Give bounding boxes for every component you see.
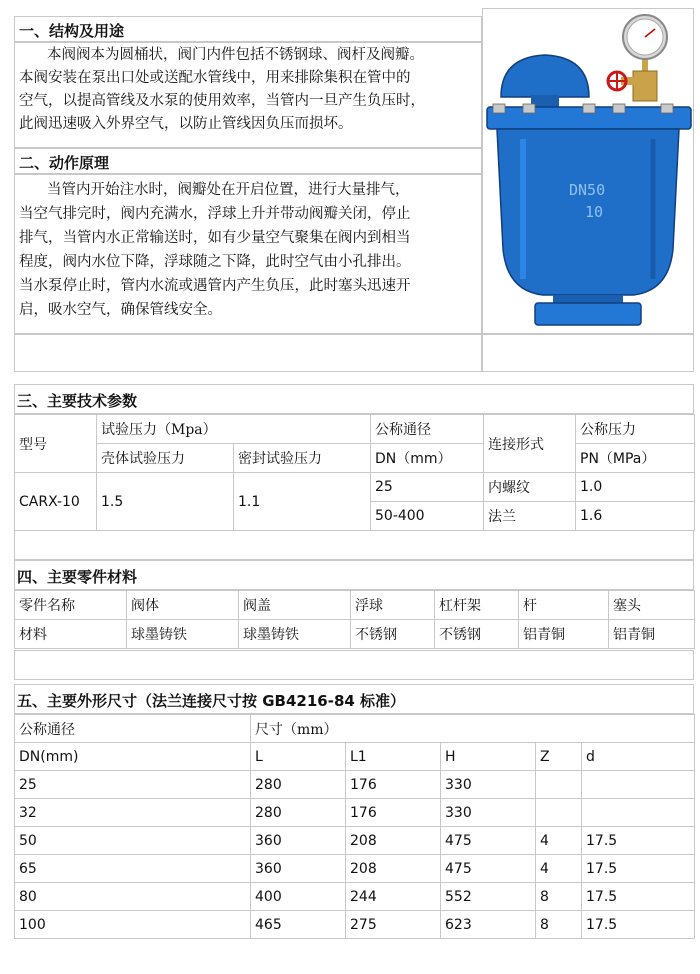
tech-params-table (14, 414, 695, 531)
pn-value: 1.0 (576, 473, 695, 502)
shell-value: 1.5 (97, 473, 234, 531)
h-dn-1: 公称通径 (371, 415, 484, 444)
cell (582, 799, 695, 827)
table-row (15, 883, 695, 911)
cell: 25 (15, 771, 251, 799)
sec3-title: 三、主要技术参数 (17, 392, 138, 410)
conn-value: 内螺纹 (484, 473, 576, 502)
col-header: Z (536, 743, 582, 771)
body-marking-2: 10 (585, 203, 604, 221)
sec2-title: 二、动作原理 (19, 154, 110, 172)
h-dn-2: DN(mm) (15, 743, 251, 771)
air-valve-photo (483, 9, 693, 333)
cell: 280 (251, 799, 346, 827)
spacer-row-1b (482, 334, 694, 372)
part-header: 零件名称 (15, 591, 127, 620)
table-row (15, 799, 695, 827)
cell: 360 (251, 827, 346, 855)
sec1-line-3: 空气，以提高管线及水泵的使用效率，当管内一旦产生负压时， (19, 93, 425, 109)
cell: 100 (15, 911, 251, 939)
col-header: L (251, 743, 346, 771)
sec1-line-2: 本阀安装在泵出口处或送配水管线中，用来排除集积在管中的 (19, 70, 411, 86)
dimensions-table (14, 714, 695, 939)
sec2-line-5: 当水泵停止时，管内水流或遇管内产生负压，此时塞头迅速开 (19, 278, 411, 294)
material-cell: 不锈钢 (435, 620, 519, 649)
cell: 80 (15, 883, 251, 911)
sec2-line-2: 当空气排完时，阀内充满水，浮球上升并带动阀瓣关闭，停止 (19, 206, 411, 222)
h-dn-1: 公称通径 (15, 715, 251, 743)
cell (582, 771, 695, 799)
cell: 65 (15, 855, 251, 883)
cell: 8 (536, 911, 582, 939)
material-cell: 铝青铜 (609, 620, 695, 649)
material-cell: 材料 (15, 620, 127, 649)
cell: 330 (441, 771, 536, 799)
cell: 475 (441, 855, 536, 883)
model-value: CARX-10 (15, 473, 97, 531)
spacer-row-2 (14, 530, 694, 560)
col-header: H (441, 743, 536, 771)
cell: 17.5 (582, 827, 695, 855)
h-test-pressure: 试验压力（Mpa） (97, 415, 371, 444)
cell: 400 (251, 883, 346, 911)
part-header: 阀体 (127, 591, 239, 620)
cell (536, 799, 582, 827)
cell: 280 (251, 771, 346, 799)
h-model: 型号 (15, 415, 97, 473)
sec3-title-cell (14, 384, 694, 414)
cell: 330 (441, 799, 536, 827)
part-header: 浮球 (351, 591, 435, 620)
table-row (15, 827, 695, 855)
cell: 475 (441, 827, 536, 855)
sec1-line-4: 此阀迅速吸入外界空气，以防止管线因负压而损坏。 (19, 116, 353, 132)
cell: 360 (251, 855, 346, 883)
materials-table (14, 590, 695, 649)
spacer-row-1 (14, 334, 482, 372)
sec4-title-cell (14, 560, 694, 590)
cell: 50 (15, 827, 251, 855)
product-image-cell (482, 8, 694, 334)
sec2-body (14, 174, 482, 334)
sec5-title: 五、主要外形尺寸（法兰连接尺寸按 GB4216-84 标准） (17, 692, 406, 710)
material-cell: 球墨铸铁 (239, 620, 351, 649)
cell: 4 (536, 855, 582, 883)
material-cell: 铝青铜 (519, 620, 609, 649)
spacer-row-3 (14, 650, 694, 680)
sec1-body (14, 42, 482, 148)
h-dn-2: DN（mm） (371, 444, 484, 473)
table-row (15, 855, 695, 883)
cell: 208 (346, 855, 441, 883)
sec2-line-1: 当管内开始注水时，阀瓣处在开启位置，进行大量排气， (47, 182, 410, 198)
part-header: 塞头 (609, 591, 695, 620)
sec2-title-cell (14, 148, 482, 174)
cell: 244 (346, 883, 441, 911)
table-row (15, 771, 695, 799)
sec1-title: 一、结构及用途 (19, 22, 125, 40)
material-cell: 球墨铸铁 (127, 620, 239, 649)
sec2-line-4: 程度，阀内水位下降，浮球随之下降，此时空气由小孔排出。 (19, 254, 411, 270)
h-connection: 连接形式 (484, 415, 576, 473)
material-cell: 不锈钢 (351, 620, 435, 649)
cell: 552 (441, 883, 536, 911)
h-shell-test: 壳体试验压力 (97, 444, 234, 473)
part-header: 杠杆架 (435, 591, 519, 620)
cell: 4 (536, 827, 582, 855)
cell: 32 (15, 799, 251, 827)
sec5-title-cell (14, 684, 694, 714)
cell: 176 (346, 799, 441, 827)
cell: 17.5 (582, 855, 695, 883)
sec4-title: 四、主要零件材料 (17, 568, 138, 586)
cell: 17.5 (582, 911, 695, 939)
cell: 8 (536, 883, 582, 911)
cell: 176 (346, 771, 441, 799)
sec1-title-cell (14, 16, 482, 42)
h-pn-2: PN（MPa） (576, 444, 695, 473)
h-seal-test: 密封试验压力 (234, 444, 371, 473)
col-header: d (582, 743, 695, 771)
table-row (15, 911, 695, 939)
col-header: L1 (346, 743, 441, 771)
conn-value: 法兰 (484, 502, 576, 531)
sec2-line-3: 排气，当管内水正常输送时，如有少量空气聚集在阀内到相当 (19, 230, 411, 246)
part-header: 阀盖 (239, 591, 351, 620)
cell: 623 (441, 911, 536, 939)
body-marking-1: DN50 (569, 181, 606, 199)
sec1-line-1: 本阀阀本为圆桶状，阀门内件包括不锈钢球、阀杆及阀瓣。 (47, 47, 424, 63)
cell: 465 (251, 911, 346, 939)
seal-value: 1.1 (234, 473, 371, 531)
part-header: 杆 (519, 591, 609, 620)
dn-value: 50-400 (371, 502, 484, 531)
cell: 208 (346, 827, 441, 855)
h-pn-1: 公称压力 (576, 415, 695, 444)
cell: 17.5 (582, 883, 695, 911)
sec2-line-6: 启，吸水空气，确保管线安全。 (19, 302, 222, 318)
h-size: 尺寸（mm） (251, 715, 695, 743)
cell (536, 771, 582, 799)
cell: 275 (346, 911, 441, 939)
pn-value: 1.6 (576, 502, 695, 531)
dn-value: 25 (371, 473, 484, 502)
